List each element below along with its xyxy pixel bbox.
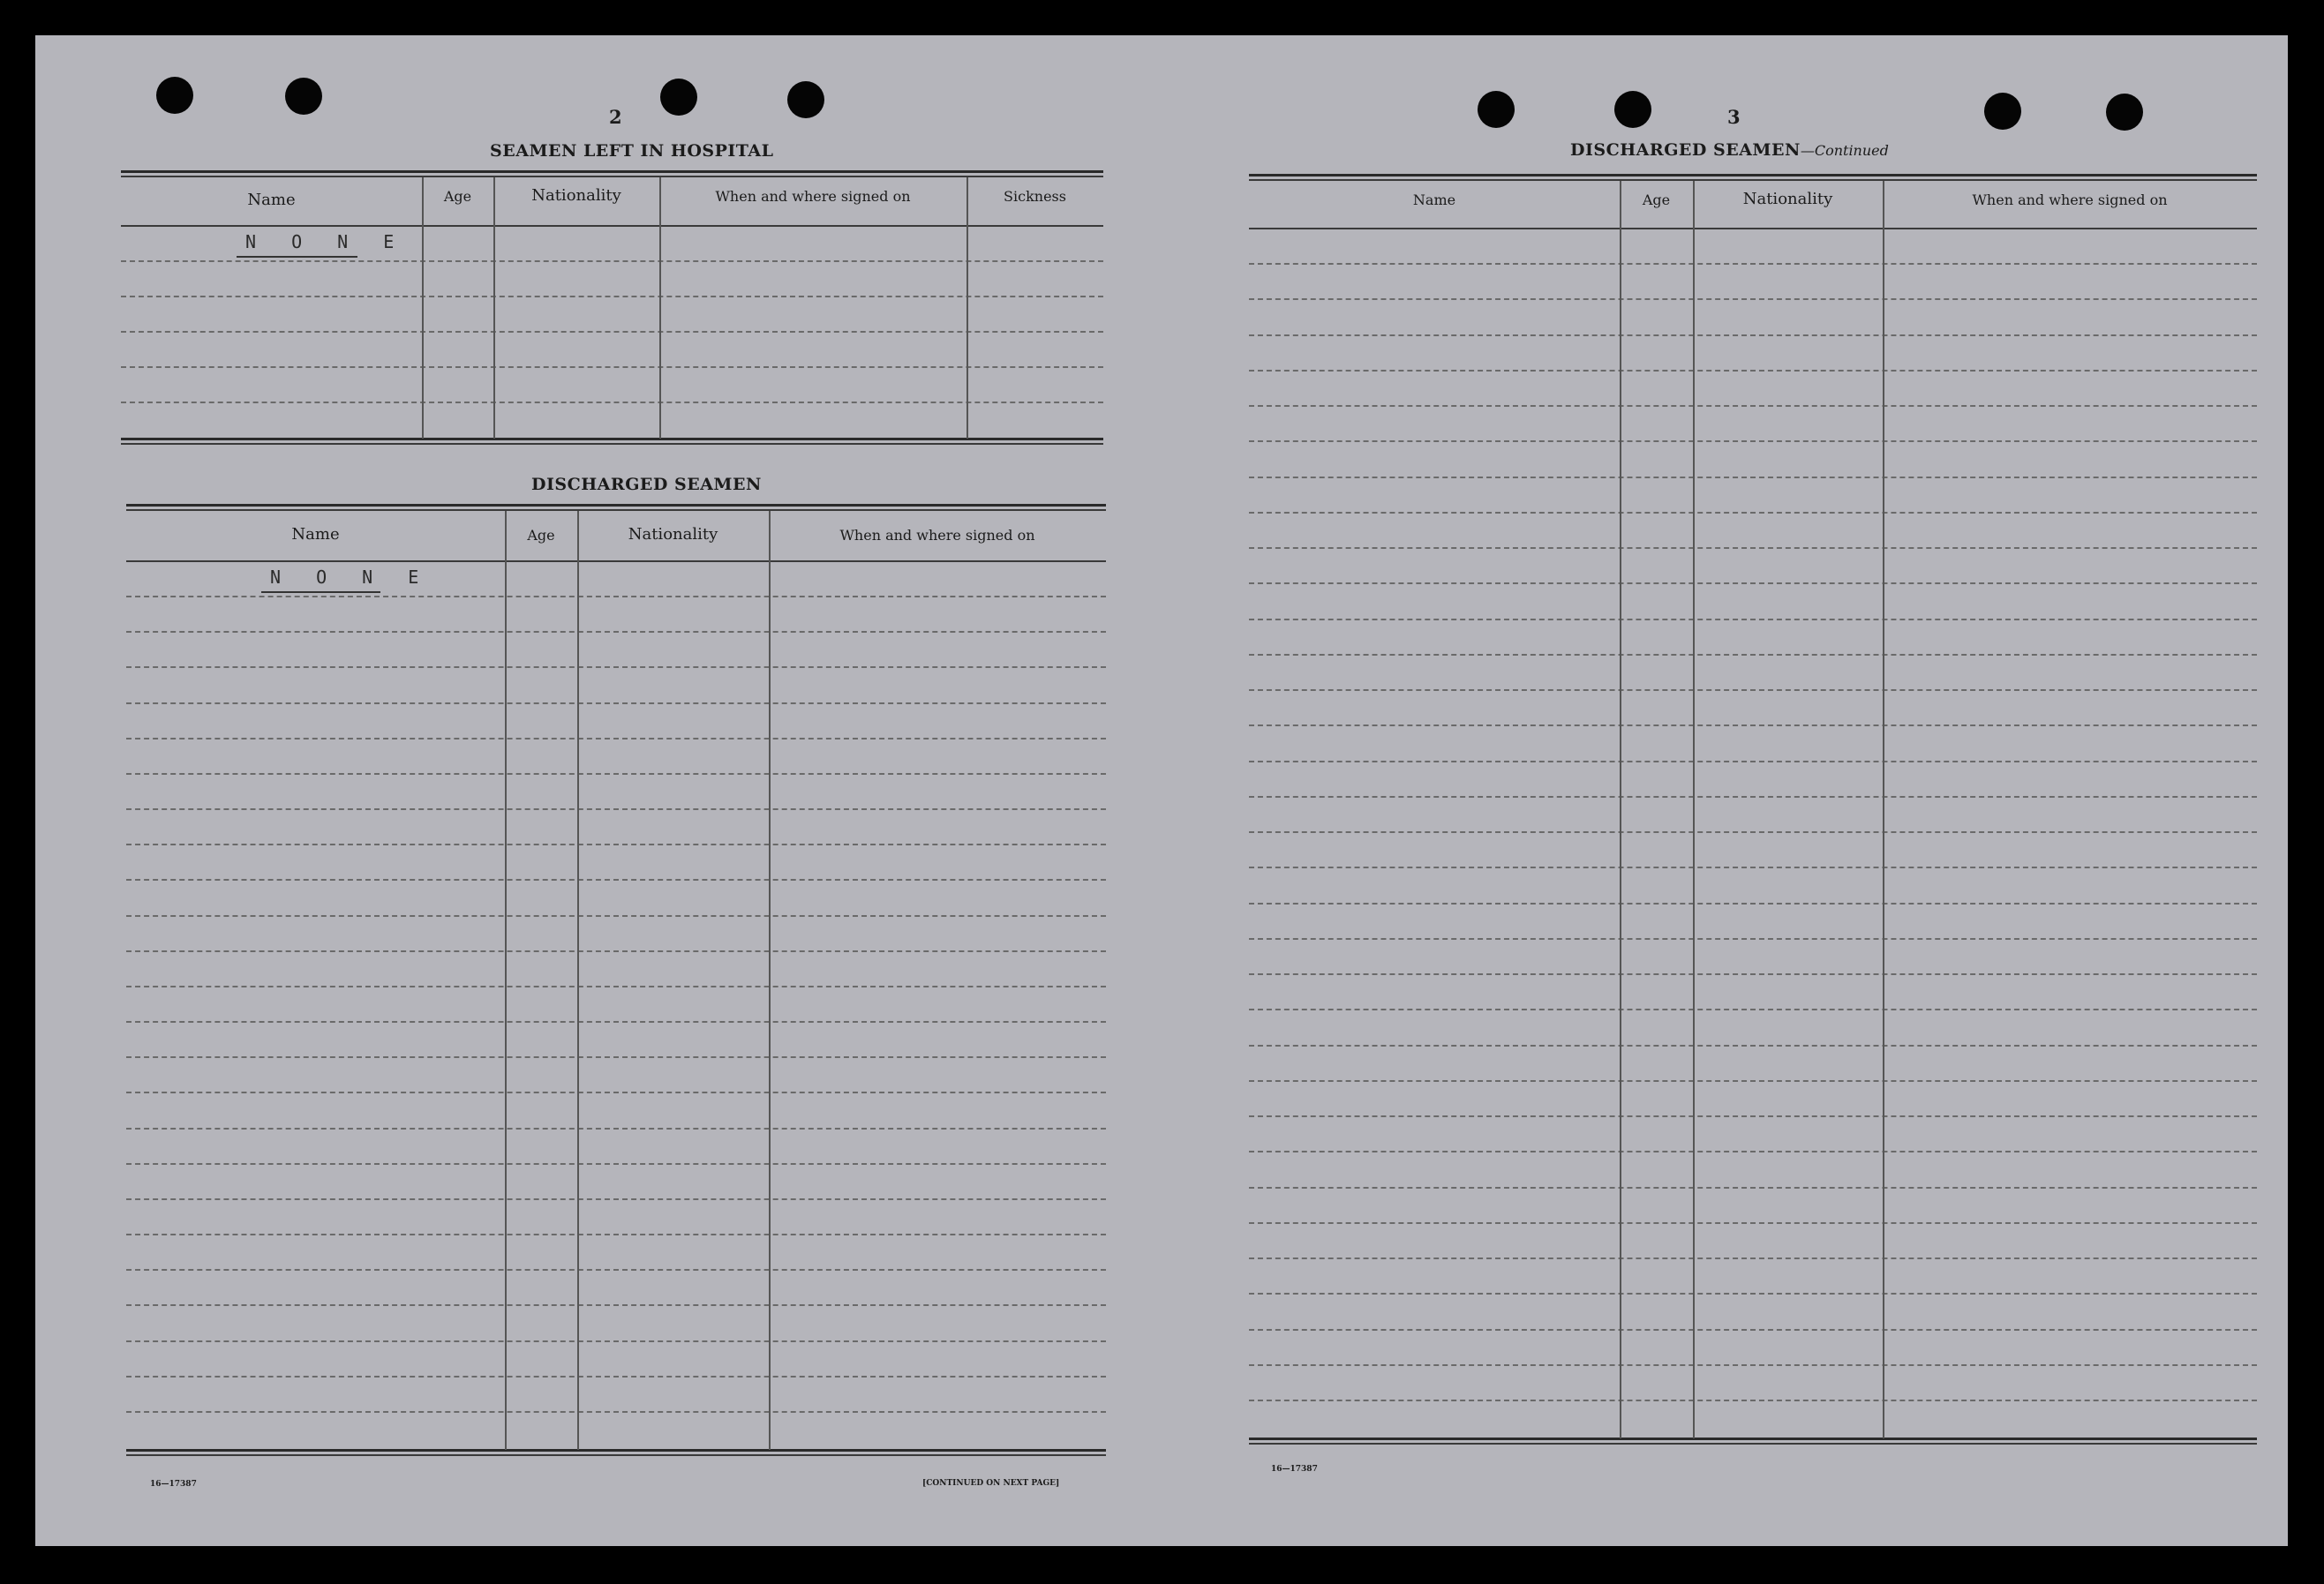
hospital-table [121,170,1103,488]
discharged-section-title: DISCHARGED SEAMEN [531,475,762,494]
punch-hole [1614,91,1651,128]
hospital-section-title: SEAMEN LEFT IN HOSPITAL [490,141,774,161]
discharged-continued-title [1570,140,1889,160]
column-header-age: Age [527,527,555,544]
section-title-suffix: —Continued [1800,142,1889,159]
column-header-name: Name [291,525,340,544]
hospital-entry-none: N O N E [245,231,407,252]
form-code-right: 16—17387 [1271,1465,1318,1474]
column-header-when-where: When and where signed on [839,527,1035,544]
punch-hole [1478,91,1515,128]
column-header-nationality: Nationality [628,525,718,544]
column-header-age: Age [443,188,472,205]
column-header-nationality: Nationality [1742,190,1833,208]
column-header-sickness: Sickness [1004,188,1066,205]
form-code-left: 16—17387 [150,1480,197,1489]
discharged-entry-none: N O N E [270,567,432,588]
punch-hole [787,81,824,118]
punch-hole [660,79,697,116]
column-header-nationality: Nationality [531,186,621,205]
document-sheet [35,35,2288,1546]
punch-hole [156,77,193,114]
column-header-age: Age [1642,191,1671,208]
column-header-name: Name [247,191,296,209]
punch-hole [1984,93,2021,130]
column-header-when-where: When and where signed on [715,188,911,205]
page-number-right: 3 [1727,106,1741,128]
discharged-table-right [1249,174,2257,1498]
discharged-table-left [126,504,1106,1510]
column-header-name: Name [1412,191,1456,208]
continued-note: [CONTINUED ON NEXT PAGE] [922,1479,1060,1488]
punch-hole [2106,94,2143,131]
punch-hole [285,78,322,115]
page-number-left: 2 [609,106,622,128]
column-header-when-where: When and where signed on [1972,191,2168,208]
section-title-text: DISCHARGED SEAMEN [1570,140,1801,160]
